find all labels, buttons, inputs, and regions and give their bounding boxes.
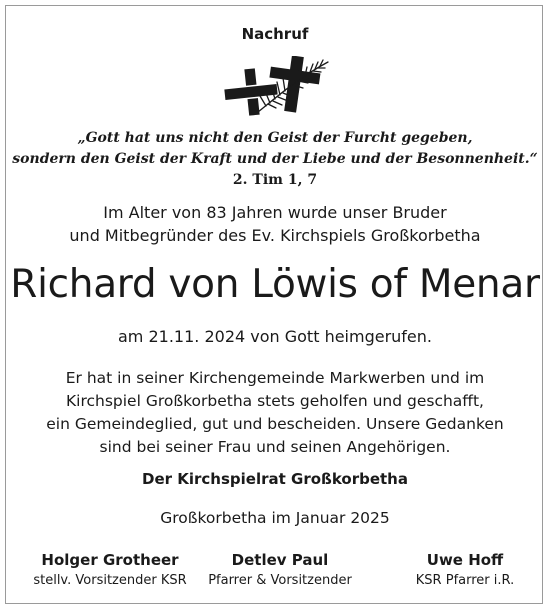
signatory-name: Uwe Hoff [426,551,504,569]
tribute-line: Kirchspiel Großkorbetha stets geholfen und geschafft, [65,392,484,410]
signatory-name: Holger Grotheer [41,551,179,569]
signatory [190,549,370,591]
tribute-line: Er hat in seiner Kirchengemeinde Markwerben und im [65,369,485,387]
crosses-with-palm-branch-icon [218,56,333,122]
place-and-date: Großkorbetha im Januar 2025 [160,509,390,527]
signatory [380,549,550,591]
tribute-text [0,367,550,459]
intro-text [0,201,550,247]
tribute-line: sind bei seiner Frau und seinen Angehörigen. [99,438,451,456]
death-date-line: am 21.11. 2024 von Gott heimgerufen. [118,327,432,346]
quote-reference: 2. Tim 1, 7 [232,172,318,188]
intro-line: und Mitbegründer des Ev. Kirchspiels Großkorbetha [69,226,481,245]
tribute-line: ein Gemeindeglied, gut und bescheiden. Unsere Gedanken [46,415,504,433]
quote-line: „Gott hat uns nicht den Geist der Furcht gegeben, [77,130,473,146]
quote-line: sondern den Geist der Kraft und der Liebe und der Besonnenheit.“ [12,151,538,167]
intro-line: Im Alter von 83 Jahren wurde unser Bruder [103,203,447,222]
council-signature: Der Kirchspielrat Großkorbetha [142,470,408,488]
notice-heading: Nachruf [241,25,309,43]
signatory-name: Detlev Paul [231,551,329,569]
deceased-name: Richard von Löwis of Menar [10,262,540,307]
signatory-role: KSR Pfarrer i.R. [415,573,515,588]
signatory-role: Pfarrer & Vorsitzender [208,573,352,588]
signatory [0,549,220,591]
bible-quote [0,128,550,170]
signatory-role: stellv. Vorsitzender KSR [33,573,187,588]
